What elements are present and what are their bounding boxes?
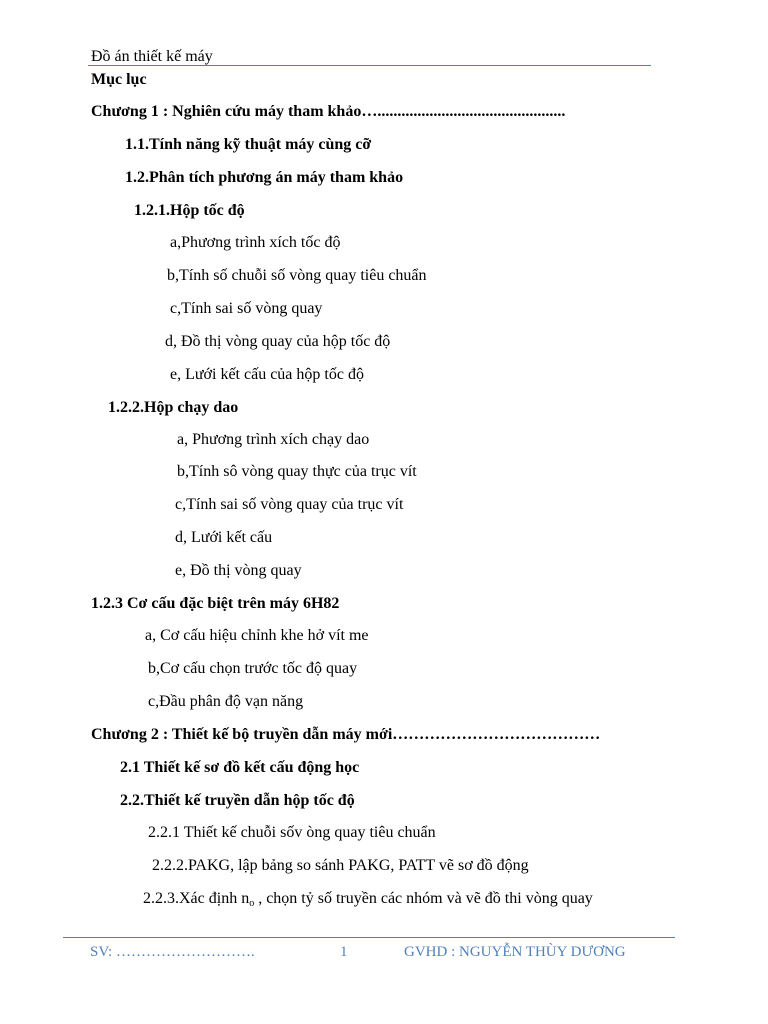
toc-subitem-text-rest: , chọn tỷ số truyền các nhóm và vẽ đồ thi vòng quay xyxy=(254,890,593,907)
toc-subitem-text: 2.2.3.Xác định n xyxy=(143,890,250,907)
toc-chapter-1: Chương 1 : Nghiên cứu máy tham khảo…............................................... xyxy=(91,103,566,120)
toc-subitem: b,Tính sô vòng quay thực của trục vít xyxy=(177,463,417,480)
toc-chapter-2: Chương 2 : Thiết kế bộ truyền dẫn máy mới………………………………… xyxy=(91,726,601,743)
footer-divider xyxy=(63,937,675,938)
toc-subitem: 2.2.2.PAKG, lập bảng so sánh PAKG, PATT vẽ sơ đồ động xyxy=(152,857,529,874)
toc-subitem: a, Phương trình xích chạy dao xyxy=(177,431,370,448)
footer-student: SV: ………………………. xyxy=(90,944,255,960)
toc-subitem: a, Cơ cấu hiệu chỉnh khe hở vít me xyxy=(145,627,369,644)
toc-subitem xyxy=(143,889,593,914)
toc-subitem: d, Đồ thị vòng quay của hộp tốc độ xyxy=(165,333,391,350)
toc-heading: Mục lục xyxy=(91,71,147,88)
footer-page-number: 1 xyxy=(340,944,348,960)
toc-item: 1.2.3 Cơ cấu đặc biệt trên máy 6H82 xyxy=(91,595,340,612)
toc-subitem: b,Cơ cấu chọn trước tốc độ quay xyxy=(148,660,358,677)
toc-subitem: e, Đồ thị vòng quay xyxy=(175,562,302,579)
toc-item: 1.2.2.Hộp chạy dao xyxy=(108,399,239,416)
toc-subitem: c,Tính sai số vòng quay của trục vít xyxy=(175,496,404,513)
toc-item: 2.1 Thiết kế sơ đồ kết cấu động học xyxy=(120,759,360,776)
toc-subitem: c,Tính sai số vòng quay xyxy=(170,300,323,317)
document-header-title: Đồ án thiết kế máy xyxy=(91,48,213,65)
toc-item: 1.2.1.Hộp tốc độ xyxy=(134,202,245,219)
toc-subitem: a,Phương trình xích tốc độ xyxy=(170,234,341,251)
subscript-o: o xyxy=(249,898,255,909)
toc-subitem: e, Lưới kết cấu của hộp tốc độ xyxy=(170,366,364,383)
toc-subitem: c,Đầu phân độ vạn năng xyxy=(148,693,304,710)
toc-subitem: d, Lưới kết cấu xyxy=(175,529,273,546)
footer-supervisor: GVHD : NGUYỄN THÙY DƯƠNG xyxy=(404,944,626,960)
toc-item: 2.2.Thiết kế truyền dẫn hộp tốc độ xyxy=(120,792,355,809)
toc-subitem: b,Tính số chuỗi số vòng quay tiêu chuẩn xyxy=(167,267,427,284)
toc-subitem: 2.2.1 Thiết kế chuỗi sốv òng quay tiêu chuẩn xyxy=(148,824,436,841)
toc-item: 1.2.Phân tích phương án máy tham khảo xyxy=(125,169,404,186)
toc-item: 1.1.Tính năng kỹ thuật máy cùng cỡ xyxy=(125,136,372,153)
